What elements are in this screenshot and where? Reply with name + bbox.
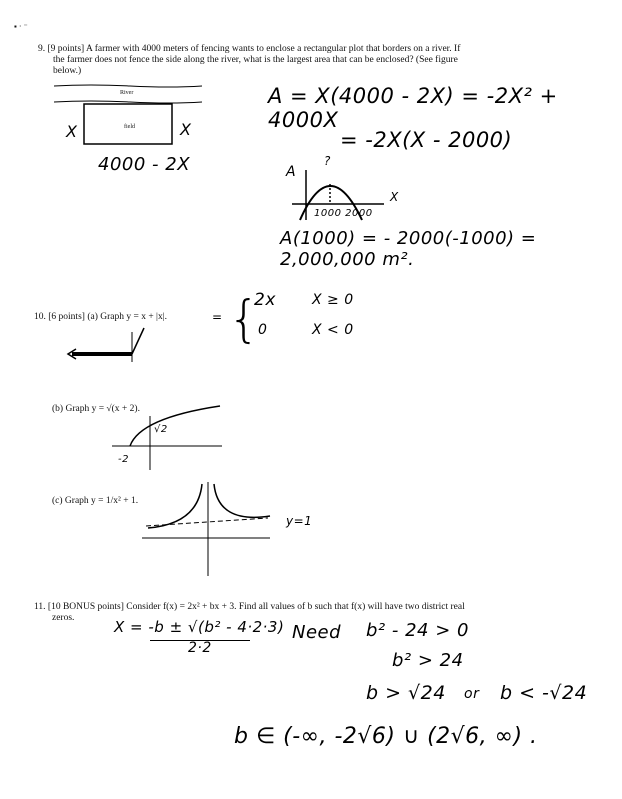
piece-top-expr: 2x <box>254 290 276 310</box>
q11-need: Need <box>292 622 342 643</box>
q11-cond3a: b > √24 <box>366 682 446 704</box>
river-label: River <box>120 90 134 96</box>
fig-right-x: X <box>180 120 192 139</box>
q11-cond1: b² - 24 > 0 <box>366 620 469 641</box>
q11-text-1: Consider f(x) = 2x² + bx + 3. Find all values of b such that f(x) will have two district real <box>126 602 465 612</box>
q10a-graph <box>66 324 156 364</box>
q10-part-a-label: (a) Graph y = x + |x|. <box>87 312 167 322</box>
graph-tick-labels: 1000 2000 <box>314 208 373 219</box>
graph-label-x: X <box>390 190 399 204</box>
graph-label-A: A <box>286 164 297 180</box>
q9-points: [9 points] <box>47 44 85 54</box>
q9-text-2: the farmer does not fence the side along the river, what is the largest area that can be enclosed? (See figure <box>53 55 458 65</box>
piece-top-cond: X ≥ 0 <box>312 292 354 308</box>
q10-prompt-a <box>34 312 167 323</box>
piece-bot-expr: 0 <box>258 322 268 338</box>
q10-part-b-label: (b) Graph y = √(x + 2). <box>52 404 140 414</box>
piecewise-brace: { <box>228 290 261 348</box>
graph-label-question: ? <box>324 154 331 168</box>
q9-figure <box>50 82 210 202</box>
q11-prompt <box>34 602 554 624</box>
q9-work-line1: A = X(4000 - 2X) = -2X² + 4000X <box>268 84 558 132</box>
q10b-sqrt2-mark: √2 <box>154 424 168 435</box>
q9-work-line3: A(1000) = - 2000(-1000) = 2,000,000 m². <box>280 228 537 270</box>
q11-formula-num: X = -b ± √(b² - 4·2·3) <box>114 618 285 636</box>
q9-parabola-graph <box>282 160 402 230</box>
q10-points: [6 points] <box>48 312 85 322</box>
q9-work-line2: = -2X(X - 2000) <box>340 128 513 152</box>
header-marks: ▪ · ⁻ <box>14 22 28 31</box>
q10-equals: = <box>212 310 223 324</box>
q10b-neg2-mark: -2 <box>118 454 129 465</box>
q11-text-2: zeros. <box>52 613 75 623</box>
q10c-right-branch <box>214 484 270 517</box>
piece-bot-cond: X < 0 <box>312 322 354 338</box>
q10c-graph <box>140 478 280 578</box>
q10c-asym-label: y=1 <box>286 514 313 528</box>
q9-prompt <box>38 44 558 77</box>
q10c-left-branch <box>148 484 202 528</box>
q11-number: 11. <box>34 602 46 612</box>
q9-text-1: A farmer with 4000 meters of fencing wants to enclose a rectangular plot that borders on a river. If <box>86 44 461 54</box>
q9-number: 9. <box>38 44 46 54</box>
q10-number: 10. <box>34 312 46 322</box>
fig-bottom-expr: 4000 - 2X <box>98 154 191 175</box>
q10c-asymptote <box>146 518 268 526</box>
fig-left-x: X <box>66 122 78 141</box>
q10b-curve <box>130 406 220 446</box>
q10-part-c-label: (c) Graph y = 1/x² + 1. <box>52 496 139 506</box>
field-label: field <box>124 124 135 130</box>
q11-cond2: b² > 24 <box>392 650 464 671</box>
q11-formula-den: 2·2 <box>188 640 212 656</box>
q10a-right-ray <box>132 328 144 354</box>
q11-final-answer: b ∈ (-∞, -2√6) ∪ (2√6, ∞) . <box>234 724 538 749</box>
q9-text-3: below.) <box>53 66 82 76</box>
q11-cond3b: b < -√24 <box>500 682 588 704</box>
q11-points: [10 BONUS points] <box>47 602 124 612</box>
q11-cond3-or: or <box>464 686 480 702</box>
